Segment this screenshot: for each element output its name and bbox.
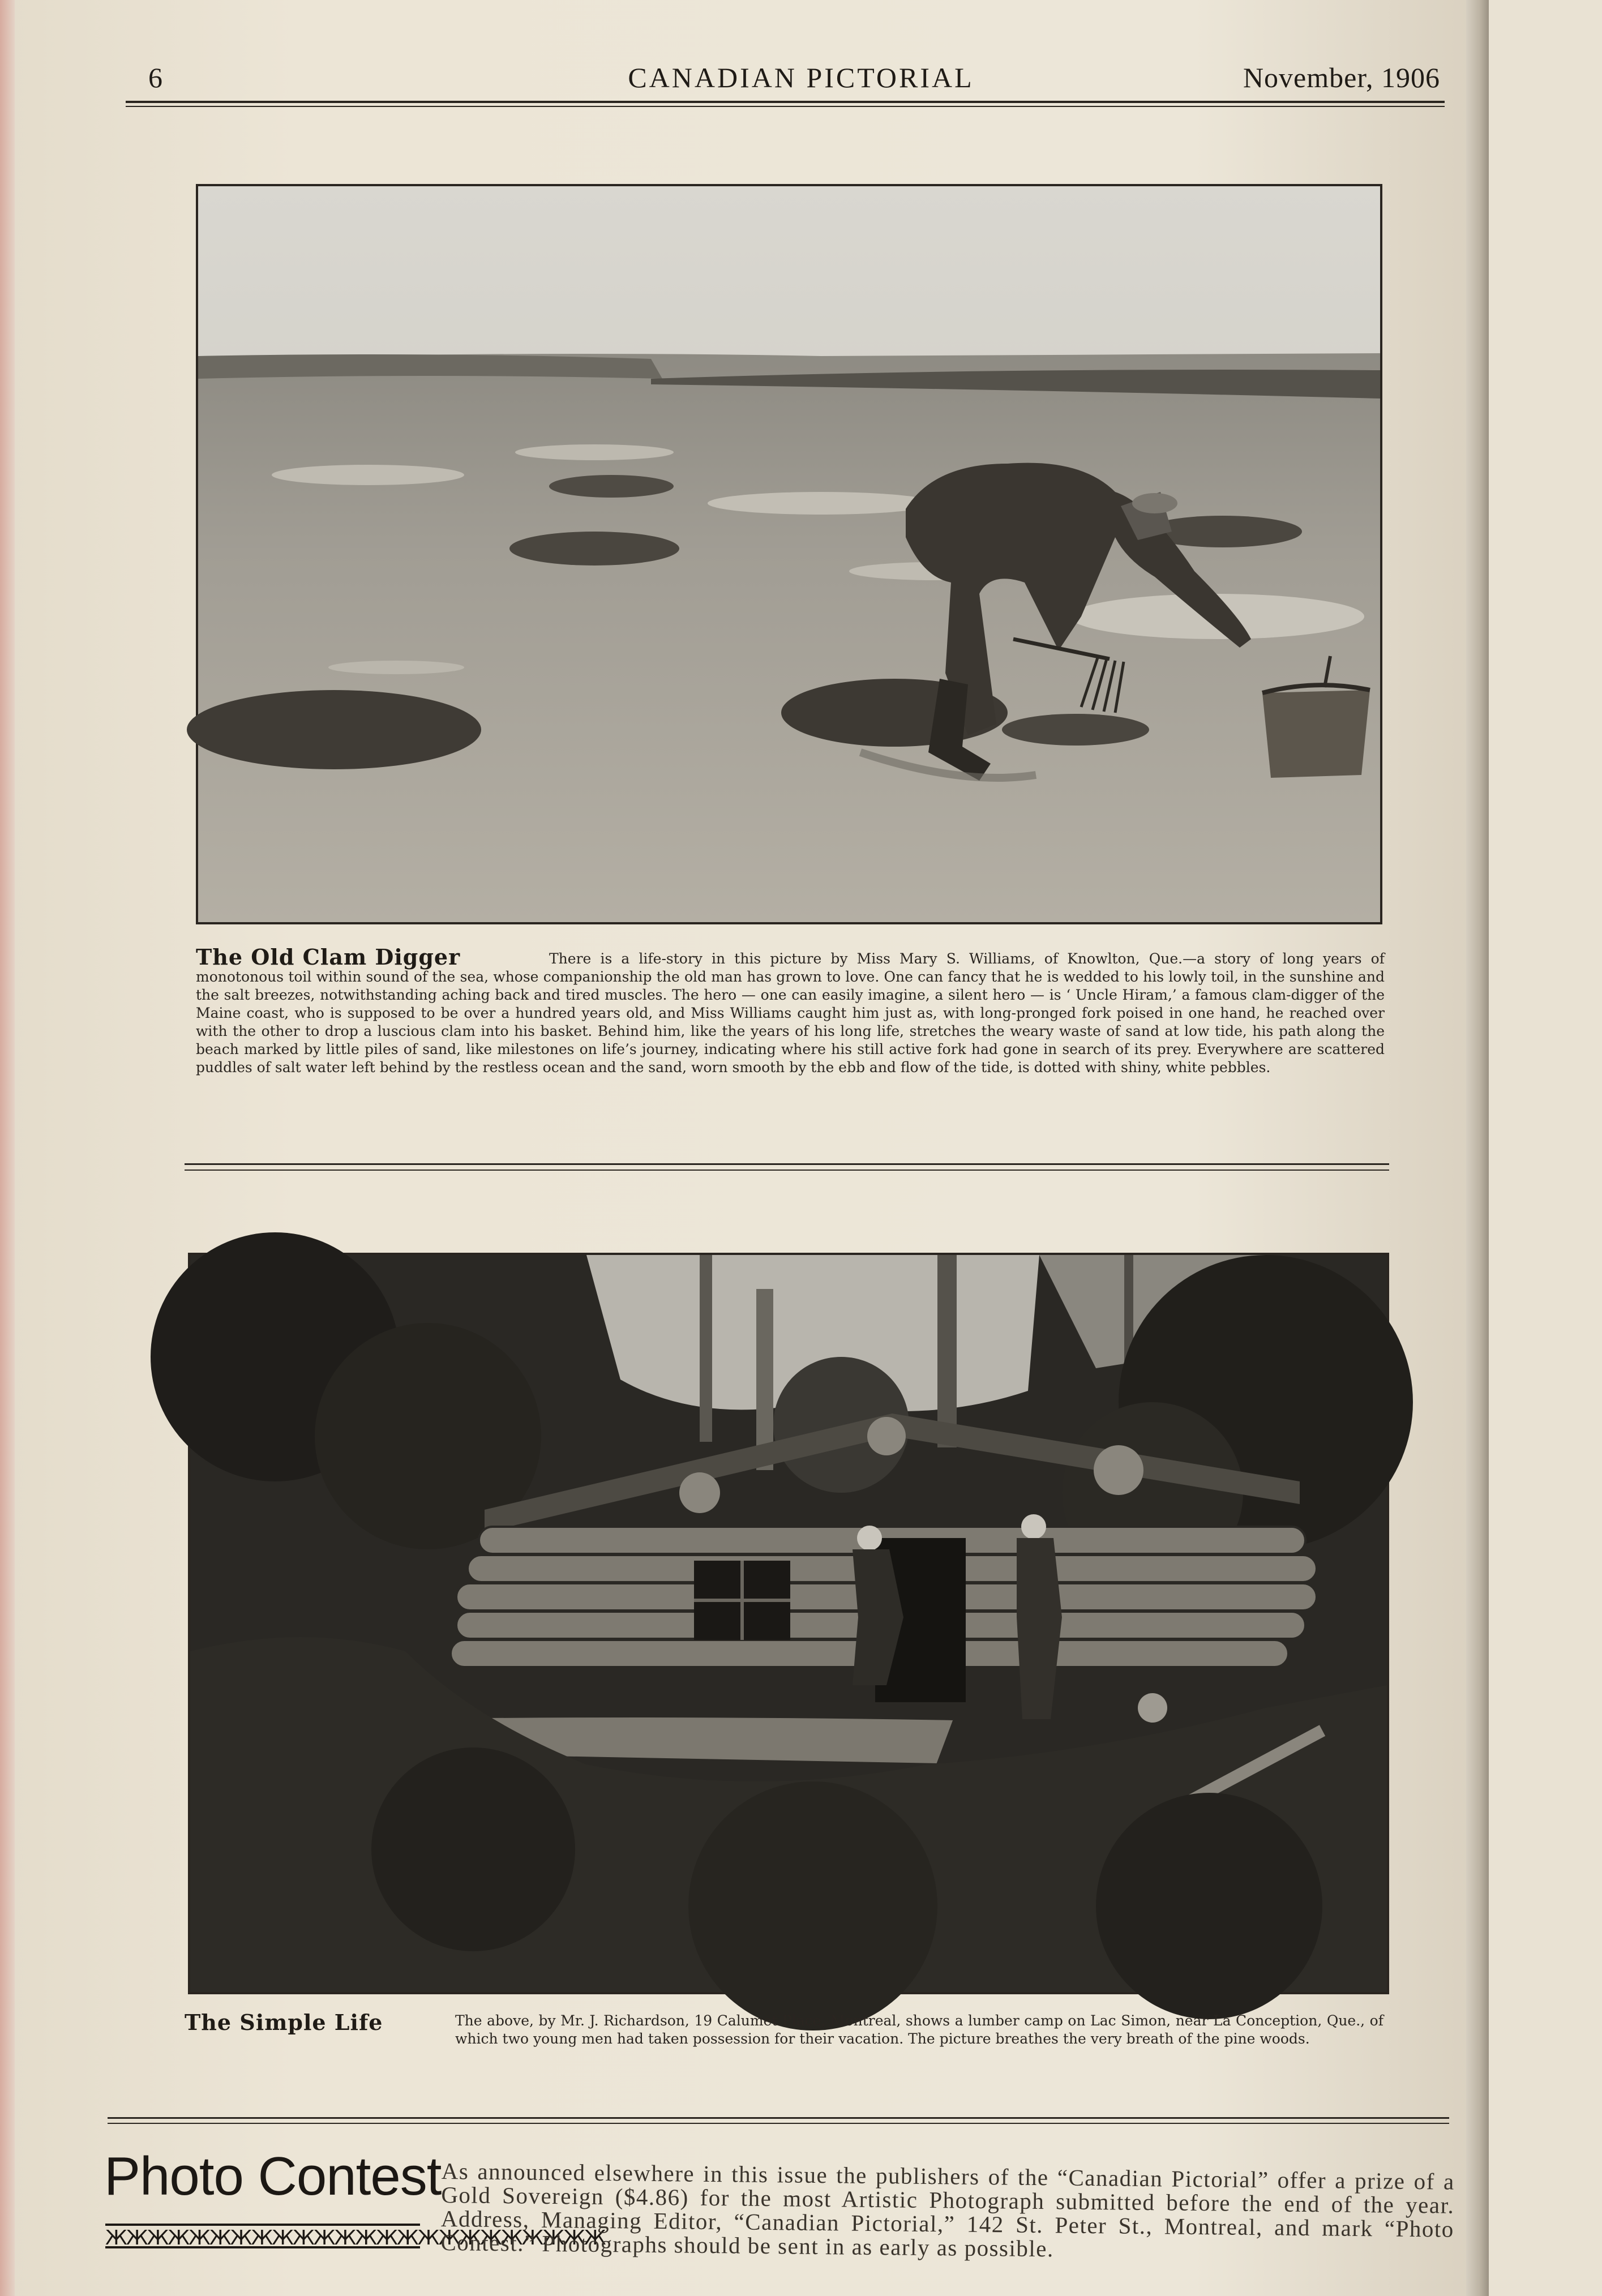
clam-digger-caption-title: The Old Clam Digger [196, 944, 461, 970]
publication-title: CANADIAN PICTORIAL [628, 62, 974, 93]
divider-rule-top [185, 1163, 1389, 1165]
clam-digger-caption-text [196, 950, 1385, 1077]
photo-contest-heading: Photo Contest [104, 2146, 442, 2207]
clam-digger-caption-body: There is a life-story in this picture by Miss Mary S. Williams, of Knowlton, Que.—a story of long years of monotonous toil within sound of the sea, whose companionship the old man has grown to love. One can fancy that he is wedded to his lowly toil, in the sunshine and the salt breezes, notwithstanding aching back and tired muscles. The hero — one can easily imagine, a silent hero — is ‘ Uncle Hiram,’ a famous clam-digger of the Maine coast, who is supposed to be over a hundred years old, and Miss Williams caught him just as, with long-pronged fork poised in one hand, he reached over with the other to drop a luscious clam into his basket. Behind him, like the years of his long life, stretches the weary waste of sand at low tide, his path along the beach marked by little piles of sand, like milestones on life’s journey, indicating where his still active fork had gone in search of its prey. Everywhere are scattered puddles of salt water left behind by the restless ocean and the sand, worn smooth by the ebb and flow of the tide, is dotted with shiny, white pebbles. [196, 950, 1385, 1076]
page-number: 6 [148, 62, 164, 93]
issue-date: November, 1906 [1243, 62, 1440, 93]
header-rule-bottom [126, 106, 1445, 107]
header-rule-top [126, 101, 1445, 103]
contest-rule-top [108, 2117, 1449, 2119]
page-binding-edge [0, 0, 15, 2296]
divider-rule-bottom [185, 1170, 1389, 1171]
simple-life-caption-title: The Simple Life [185, 2010, 383, 2035]
photo-contest-text: As announced elsewhere in this issue the publishers of the “Canadian Pictorial” offer a prize of a Gold Sovereign ($4.86) for the most Artistic Photograph submitted before the end of the year. Address, Managing Editor, “Canadian Pictorial,” 142 St. Peter St., Montreal, and mark “Photo Contest.” Photographs should be sent in as early as possible. [440, 2158, 1455, 2262]
clam-digger-photo [196, 184, 1382, 924]
simple-life-caption-text: The above, by Mr. J. Richardson, 19 Calumet Place, Montreal, shows a lumber camp on Lac Simon, near La Conception, Que., of which two young men had taken possession for their vacation. The picture breathes the very breath of the pine woods. [455, 2012, 1383, 2047]
page-right-edge [1466, 0, 1489, 2296]
contest-rule-bottom [108, 2123, 1449, 2124]
lumber-camp-photo [188, 1253, 1389, 1994]
contest-ornament-border: ЖЖЖЖЖЖЖЖЖЖЖЖЖЖЖЖЖЖЖЖЖЖЖЖ [105, 2224, 420, 2248]
